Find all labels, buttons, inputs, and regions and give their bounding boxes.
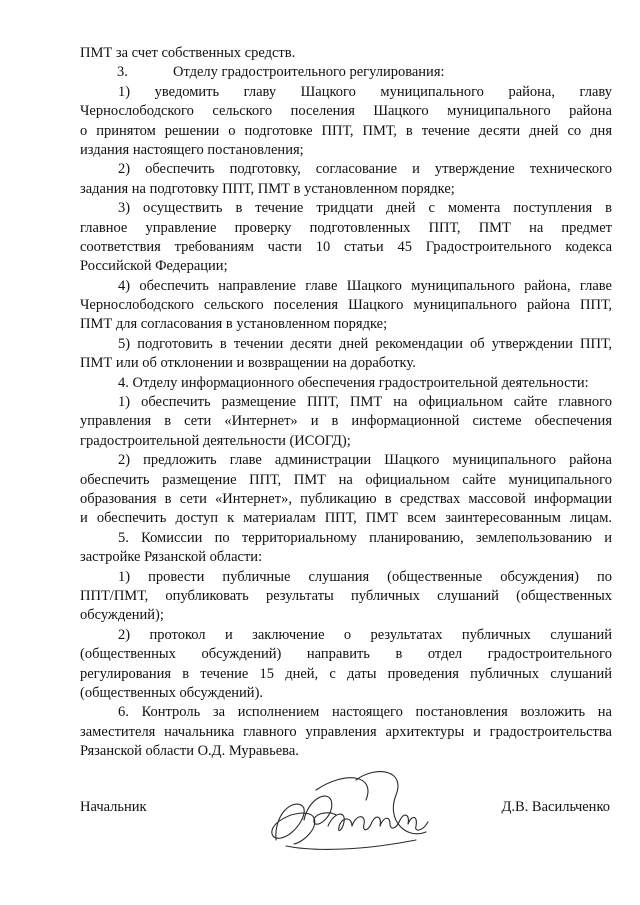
document-line: и обеспечить доступ к материалам ППТ, ПМТ всем заинтересованным лицам. bbox=[80, 510, 612, 527]
document-line: 2) предложить главе администрации Шацкого муниципального района bbox=[118, 452, 612, 469]
document-line: 3) осуществить в течение тридцати дней с момента поступления в bbox=[118, 200, 612, 217]
document-line: 4. Отделу информационного обеспечения градостроительной деятельности: bbox=[118, 374, 589, 391]
document-line: обеспечить размещение ППТ, ПМТ на официальном сайте муниципального bbox=[80, 471, 612, 488]
document-line: 1) обеспечить размещение ППТ, ПМТ на официальном сайте главного bbox=[118, 394, 612, 411]
document-line: главное управление проверку подготовленных ППТ, ПМТ на предмет bbox=[80, 219, 612, 236]
document-line: регулирования в течение 15 дней, с даты проведения публичных слушаний bbox=[80, 665, 612, 682]
section-number: 3. bbox=[117, 64, 128, 81]
document-line: 2) обеспечить подготовку, согласование и утверждение технического bbox=[118, 161, 612, 178]
document-line: ПМТ за счет собственных средств. bbox=[80, 45, 296, 61]
document-line: 2) протокол и заключение о результатах публичных слушаний bbox=[118, 626, 612, 643]
document-line: застройке Рязанской области: bbox=[80, 549, 263, 566]
document-line: 1) провести публичные слушания (общественные обсуждения) по bbox=[118, 568, 612, 585]
document-line: Российской Федерации; bbox=[80, 258, 228, 275]
document-line: Чернослободского сельского поселения Шацкого муниципального района ППТ, bbox=[80, 297, 612, 314]
handwritten-signature bbox=[256, 760, 456, 890]
signer-name: Д.В. Васильченко bbox=[501, 799, 610, 815]
document-line: градостроительной деятельности (ИСОГД); bbox=[80, 432, 351, 449]
section-heading: Отделу градостроительного регулирования: bbox=[173, 64, 445, 81]
document-line: ПМТ или об отклонении и возвращении на доработку. bbox=[80, 355, 416, 372]
document-line: ППТ/ПМТ, опубликовать результаты публичных слушаний (общественных bbox=[80, 587, 612, 604]
document-line: заместителя начальника главного управления архитектуры и градостроительства bbox=[80, 723, 612, 740]
document-line: соответствия требованиям части 10 статьи 45 Градостроительного кодекса bbox=[80, 238, 612, 255]
document-line: обсуждений); bbox=[80, 607, 164, 624]
document-line bbox=[80, 63, 612, 82]
signer-title: Начальник bbox=[80, 799, 147, 815]
document-line: управления в сети «Интернет» и в информационной системе обеспечения bbox=[80, 413, 612, 430]
document-line: 5. Комиссии по территориальному планированию, землепользованию и bbox=[118, 529, 612, 546]
document-line: о принятом решении о подготовке ППТ, ПМТ, в течение десяти дней со дня bbox=[80, 122, 612, 139]
document-line: 4) обеспечить направление главе Шацкого муниципального района, главе bbox=[118, 277, 612, 294]
document-body bbox=[80, 44, 612, 761]
document-line: Рязанской области О.Д. Муравьева. bbox=[80, 743, 299, 760]
document-line: издания настоящего постановления; bbox=[80, 141, 304, 158]
document-line: образования в сети «Интернет», публикацию в средствах массовой информации bbox=[80, 490, 612, 507]
document-line: задания на подготовку ППТ, ПМТ в установленном порядке; bbox=[80, 180, 455, 197]
document-line: 1) уведомить главу Шацкого муниципального района, главу bbox=[118, 83, 612, 100]
document-line: (общественных обсуждений) направить в отдел градостроительного bbox=[80, 646, 612, 663]
document-line: 5) подготовить в течении десяти дней рекомендации об утверждении ППТ, bbox=[118, 335, 612, 352]
document-line: 6. Контроль за исполнением настоящего постановления возложить на bbox=[118, 704, 612, 721]
document-line: Чернослободского сельского поселения Шацкого муниципального района bbox=[80, 103, 612, 120]
document-line: (общественных обсуждений). bbox=[80, 684, 264, 701]
document-line: ПМТ для согласования в установленном порядке; bbox=[80, 316, 388, 333]
